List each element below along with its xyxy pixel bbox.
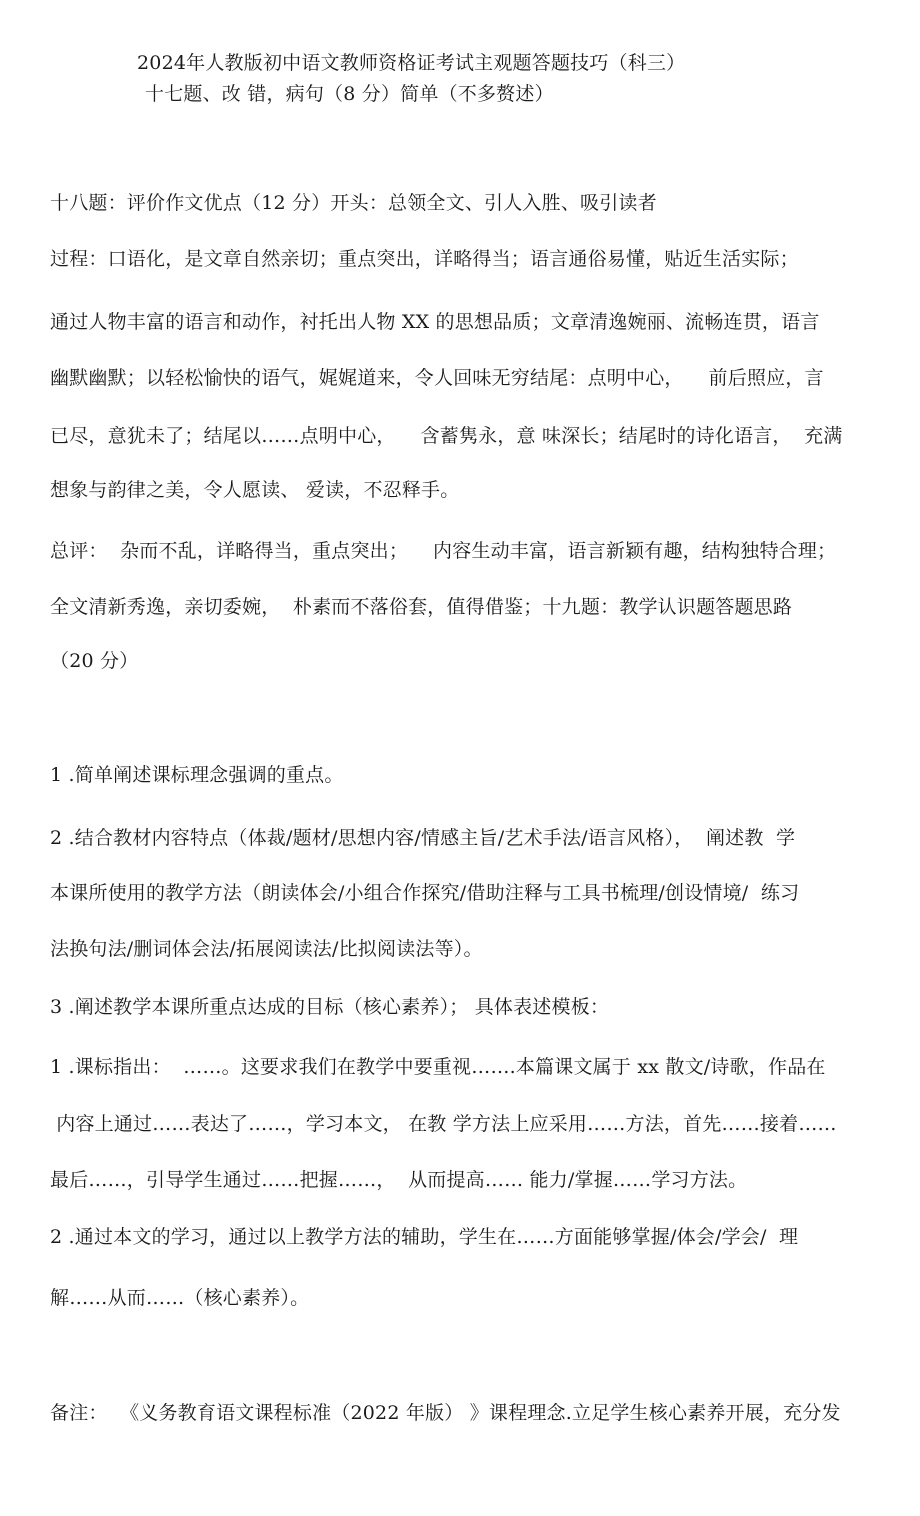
- text-line: 最后……，引导学生通过……把握……， 从而提高…… 能力/掌握……学习方法。: [50, 1169, 748, 1191]
- template-item: 1 .课标指出： ……。这要求我们在教学中要重视…….本篇课文属于 xx 散文/诗歌，作品在: [50, 1056, 826, 1078]
- list-item: 1 .简单阐述课标理念强调的重点。: [50, 764, 344, 786]
- text-line: （20 分）: [50, 650, 139, 672]
- text-line: 幽默幽默；以轻松愉快的语气，娓娓道来，令人回味无穷结尾：点明中心， 前后照应，言: [50, 367, 824, 389]
- text-line: 解……从而……（核心素养）。: [50, 1287, 310, 1309]
- text-line: 通过人物丰富的语言和动作，衬托出人物 XX 的思想品质；文章清逸婉丽、流畅连贯，语言: [50, 311, 820, 333]
- text-line: 十八题：评价作文优点（12 分）开头：总领全文、引人入胜、吸引读者: [50, 192, 657, 214]
- text-line: 本课所使用的教学方法（朗读体会/小组合作探究/借助注释与工具书梳理/创设情境/ 练习: [50, 882, 800, 904]
- text-line: 已尽，意犹未了；结尾以……点明中心， 含蓄隽永，意 味深长；结尾时的诗化语言， 充满: [50, 425, 843, 447]
- note-line: 备注： 《义务教育语文课程标准（2022 年版） 》课程理念.立足学生核心素养开展，充分发: [50, 1402, 841, 1424]
- text-line: 内容上通过……表达了……，学习本文， 在教 学方法上应采用……方法，首先……接着……: [50, 1113, 837, 1135]
- template-item: 2 .通过本文的学习，通过以上教学方法的辅助，学生在……方面能够掌握/体会/学会/ 理: [50, 1226, 799, 1248]
- text-line: 全文清新秀逸，亲切委婉， 朴素而不落俗套，值得借鉴；十九题：教学认识题答题思路: [50, 596, 793, 618]
- text-line: 过程：口语化，是文章自然亲切；重点突出，详略得当；语言通俗易懂，贴近生活实际；: [50, 248, 799, 270]
- list-item: 3 .阐述教学本课所重点达成的目标（核心素养）； 具体表述模板：: [50, 996, 610, 1018]
- text-line: 总评： 杂而不乱，详略得当，重点突出； 内容生动丰富，语言新颖有趣，结构独特合理；: [50, 540, 837, 562]
- document-title: 2024年人教版初中语文教师资格证考试主观题答题技巧（科三）: [137, 52, 686, 74]
- document-subtitle: 十七题、改 错，病句（8 分）简单（不多赘述）: [145, 83, 554, 105]
- list-item: 2 .结合教材内容特点（体裁/题材/思想内容/情感主旨/艺术手法/语言风格）， 阐述教 学: [50, 827, 796, 849]
- text-line: 法换句法/删词体会法/拓展阅读法/比拟阅读法等）。: [50, 938, 483, 960]
- text-line: 想象与韵律之美，令人愿读、 爱读，不忍释手。: [50, 479, 460, 501]
